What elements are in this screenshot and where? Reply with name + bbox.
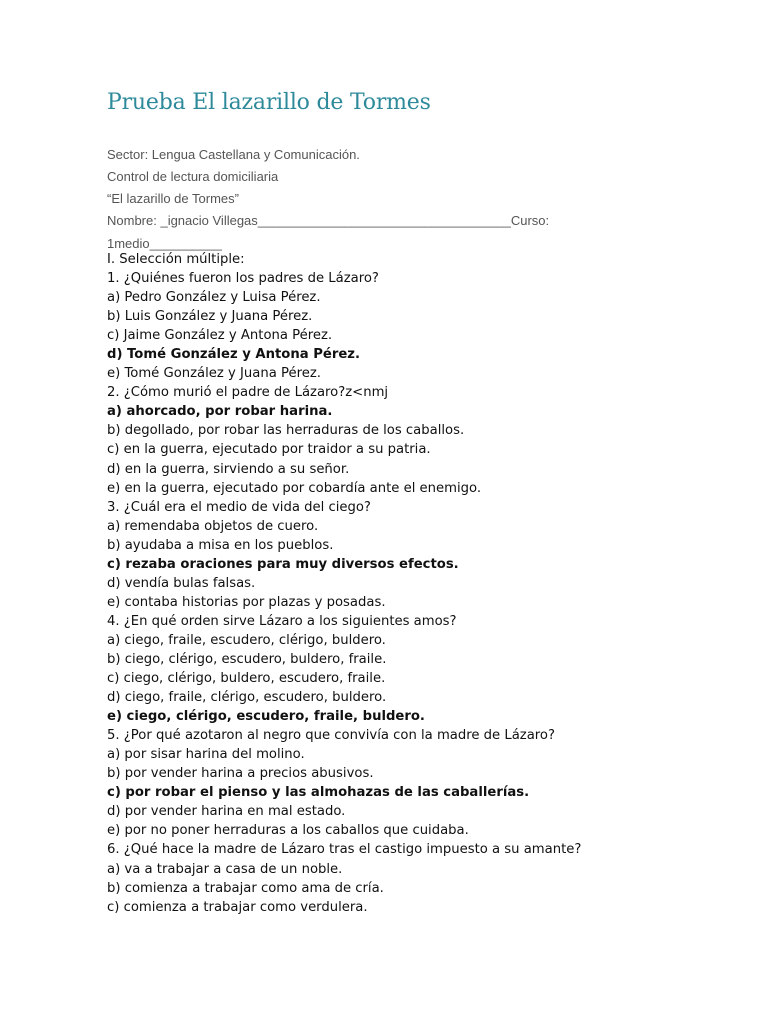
quiz-line: e) por no poner herraduras a los caballos que cuidaba.: [107, 823, 469, 839]
quiz-line: a) va a trabajar a casa de un noble.: [107, 861, 343, 877]
quiz-line: 2. ¿Cómo murió el padre de Lázaro?z<nmj: [107, 385, 389, 401]
student-name-line: Nombre: _ignacio Villegas___________________________________Curso:: [107, 213, 550, 228]
quiz-line: e) contaba historias por plazas y posadas.: [107, 594, 386, 610]
course-line: 1medio__________: [107, 236, 222, 251]
quiz-line: a) ciego, fraile, escudero, clérigo, buldero.: [107, 632, 386, 648]
answer-line-selected: a) ahorcado, por robar harina.: [107, 404, 333, 420]
quiz-line: c) comienza a trabajar como verdulera.: [107, 899, 368, 915]
quiz-line: d) vendía bulas falsas.: [107, 575, 256, 591]
quiz-line: a) remendaba objetos de cuero.: [107, 518, 319, 534]
quiz-body: [107, 250, 747, 917]
answer-line-selected: c) rezaba oraciones para muy diversos efectos.: [107, 556, 459, 572]
quiz-line: b) degollado, por robar las herraduras de los caballos.: [107, 423, 465, 439]
quiz-line: a) Pedro González y Luisa Pérez.: [107, 290, 321, 306]
quiz-line: 1. ¿Quiénes fueron los padres de Lázaro?: [107, 271, 379, 287]
quiz-line: 4. ¿En qué orden sirve Lázaro a los siguientes amos?: [107, 613, 457, 629]
answer-line-selected: d) Tomé González y Antona Pérez.: [107, 347, 360, 363]
quiz-line: a) por sisar harina del molino.: [107, 747, 305, 763]
document-title: Prueba El lazarillo de Tormes: [107, 90, 431, 115]
quiz-line: d) por vender harina en mal estado.: [107, 804, 346, 820]
quiz-line: b) por vender harina a precios abusivos.: [107, 766, 374, 782]
quiz-line: b) comienza a trabajar como ama de cría.: [107, 880, 384, 896]
quiz-line: c) en la guerra, ejecutado por traidor a su patria.: [107, 442, 431, 458]
quiz-line: e) en la guerra, ejecutado por cobardía ante el enemigo.: [107, 480, 482, 496]
quiz-line: c) Jaime González y Antona Pérez.: [107, 328, 333, 344]
control-line: Control de lectura domiciliaria: [107, 169, 279, 184]
answer-line-selected: e) ciego, clérigo, escudero, fraile, buldero.: [107, 709, 425, 725]
quiz-line: I. Selección múltiple:: [107, 252, 245, 267]
quiz-line: d) ciego, fraile, clérigo, escudero, buldero.: [107, 690, 387, 706]
answer-line-selected: c) por robar el pienso y las almohazas de las caballerías.: [107, 785, 530, 801]
quiz-line: 3. ¿Cuál era el medio de vida del ciego?: [107, 499, 371, 515]
quiz-line: c) ciego, clérigo, buldero, escudero, fraile.: [107, 671, 386, 687]
quiz-line: d) en la guerra, sirviendo a su señor.: [107, 461, 350, 477]
quiz-line: e) Tomé González y Juana Pérez.: [107, 366, 321, 382]
quiz-line: b) Luis González y Juana Pérez.: [107, 309, 313, 325]
work-title-line: “El lazarillo de Tormes”: [107, 191, 239, 206]
sector-line: Sector: Lengua Castellana y Comunicación.: [107, 147, 360, 162]
quiz-line: b) ayudaba a misa en los pueblos.: [107, 537, 334, 553]
quiz-line: 6. ¿Qué hace la madre de Lázaro tras el castigo impuesto a su amante?: [107, 842, 582, 858]
quiz-line: b) ciego, clérigo, escudero, buldero, fraile.: [107, 651, 387, 667]
quiz-line: 5. ¿Por qué azotaron al negro que convivía con la madre de Lázaro?: [107, 728, 555, 744]
